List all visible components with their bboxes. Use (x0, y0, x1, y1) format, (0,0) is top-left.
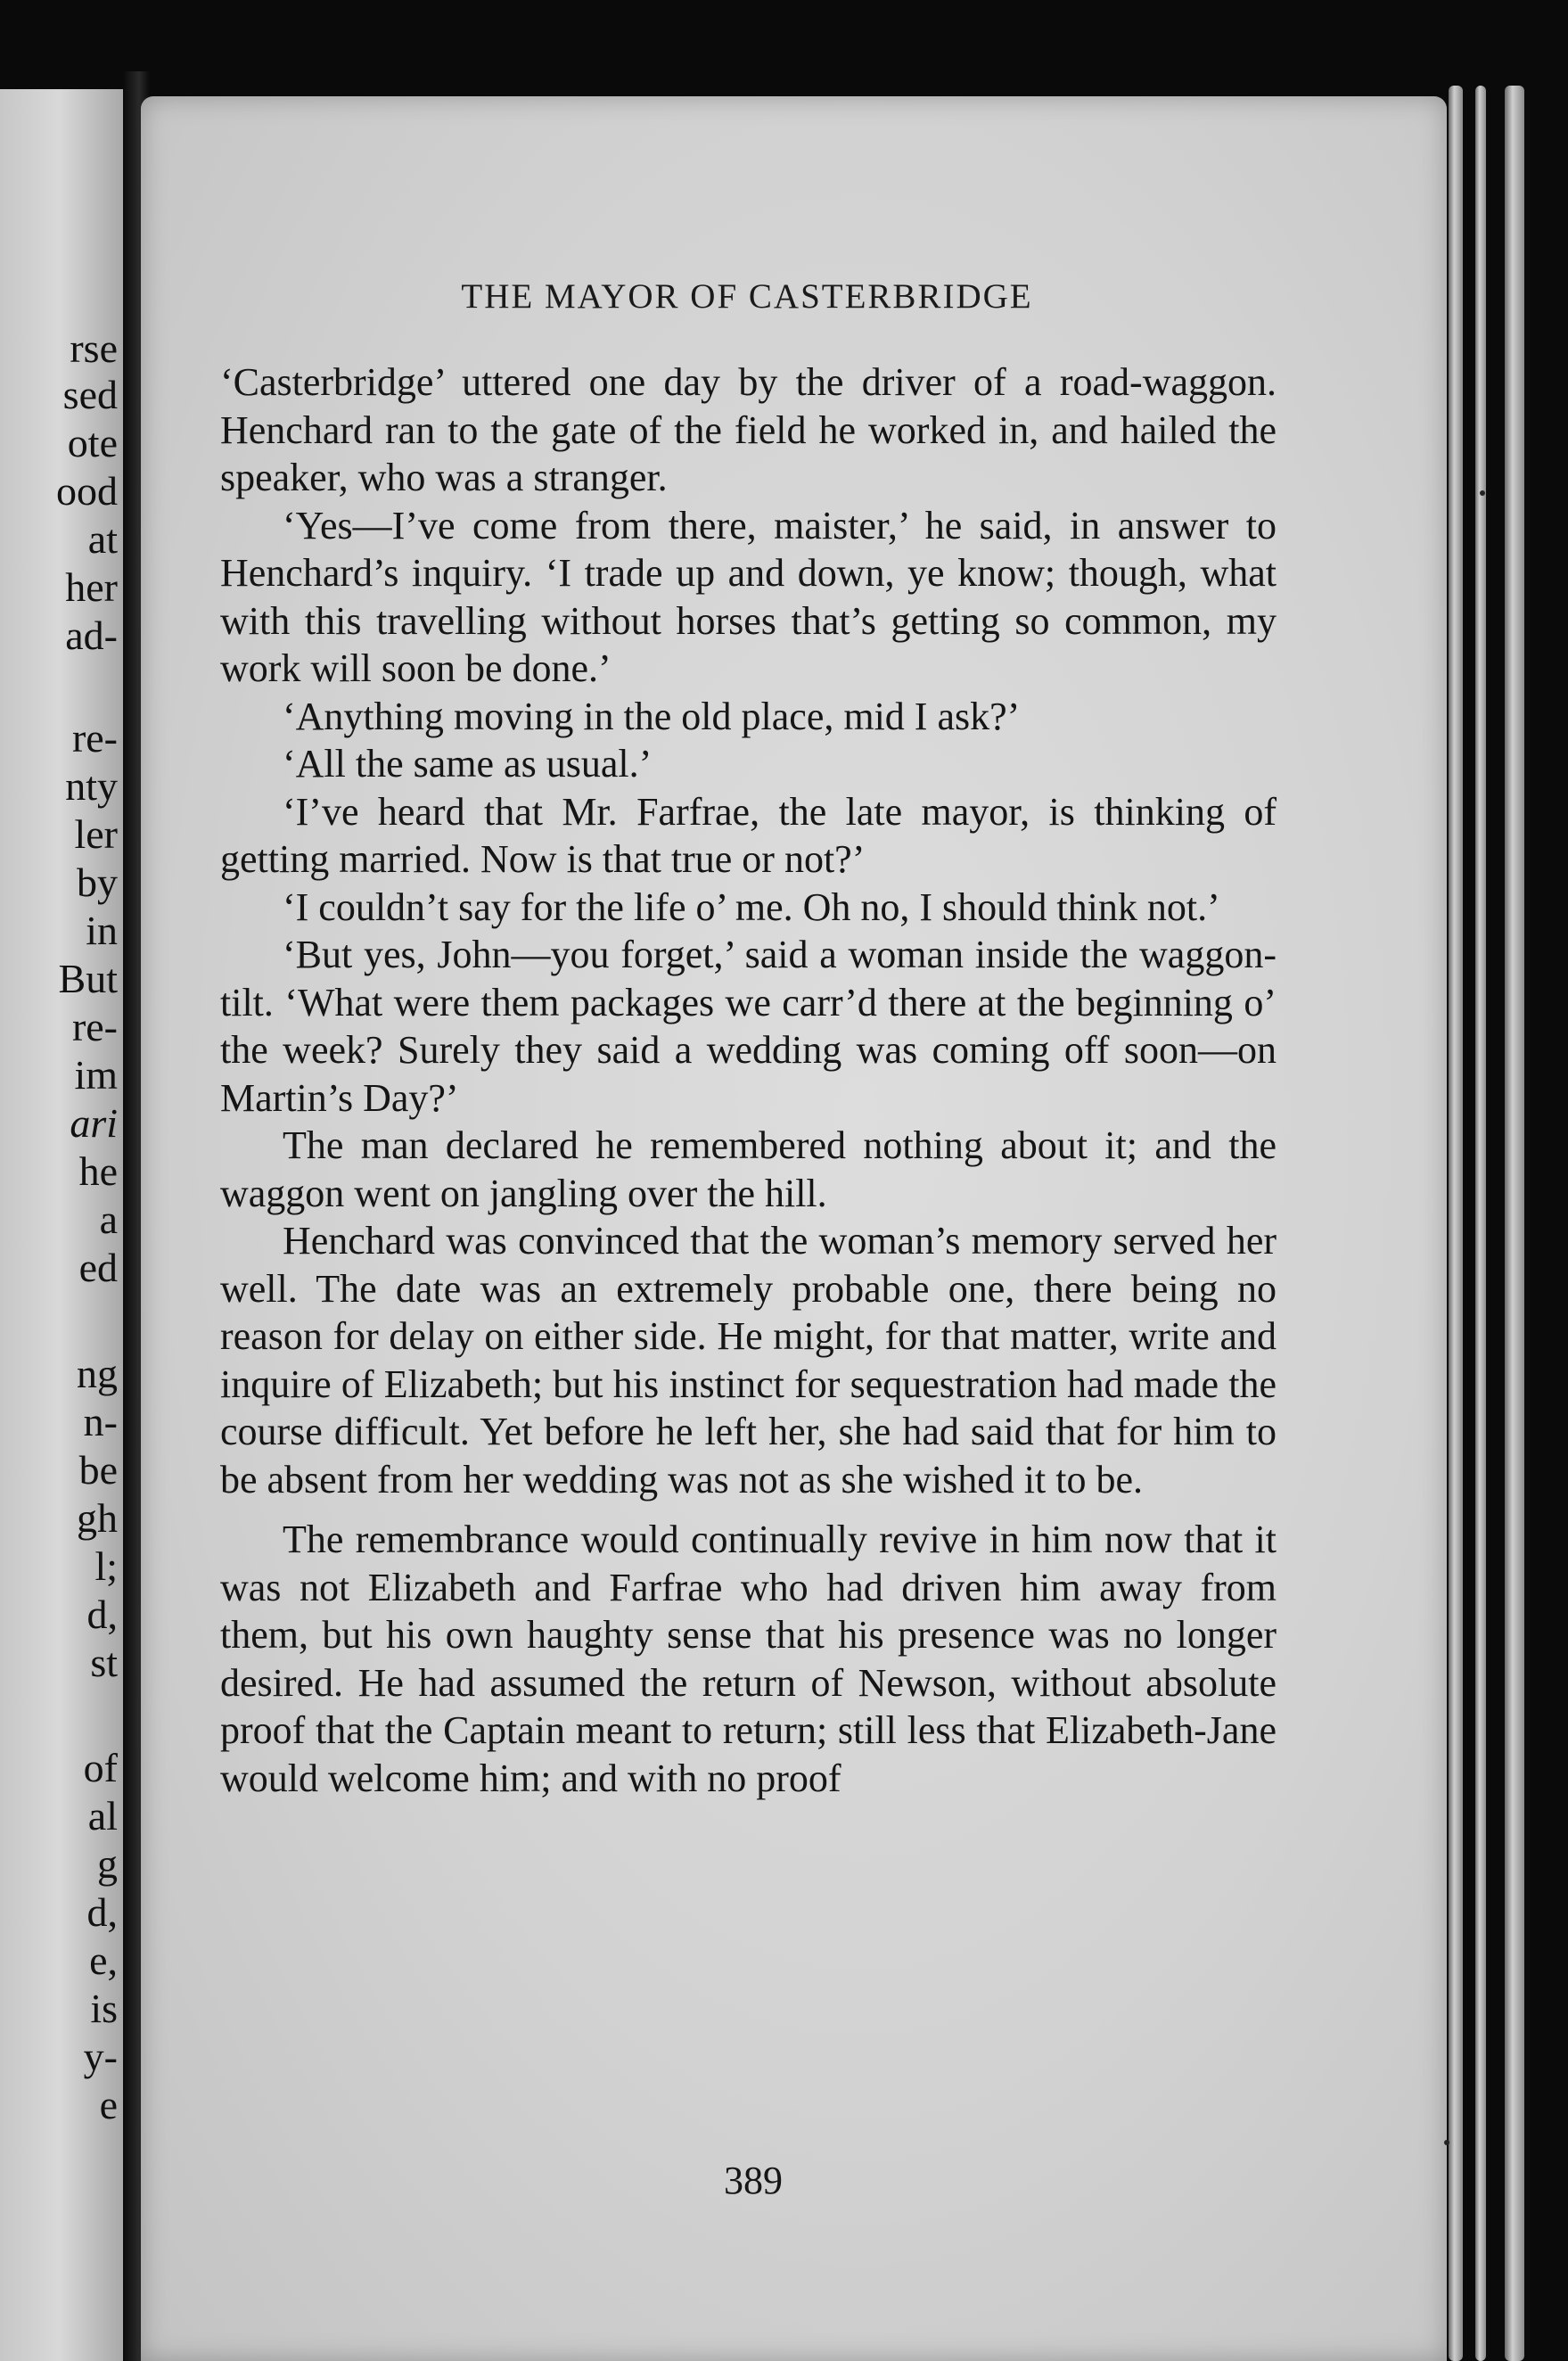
facing-page-fragment: of (83, 1745, 118, 1790)
paragraph: ‘Yes—I’ve come from there, maister,’ he said, in answer to Henchard’s inquiry. ‘I trade up and down, ye know; though, what with this travelling without horses that’s getting so common, my work will soon be done.’ (220, 503, 1277, 690)
facing-page-fragment: he (78, 1148, 118, 1194)
facing-page-fragment: al (87, 1793, 118, 1839)
paragraph: Henchard was convinced that the woman’s memory served her well. The date was an extremely probable one, there being no reason for delay on either side. He might, for that matter, write and inquire of Elizabeth; but his instinct for sequestration had made the course difficult. Yet before he left her, she had said that for him to be absent from her wedding was not as she wished it to be. (220, 1219, 1277, 1501)
facing-page-fragment: d, (86, 1889, 118, 1935)
page-number: 389 (724, 2159, 783, 2202)
page-edge (1449, 86, 1463, 2361)
facing-page-fragment: ng (77, 1351, 118, 1396)
paragraph: ‘I’ve heard that Mr. Farfrae, the late mayor, is thinking of getting married. Now is that true or not?’ (220, 789, 1277, 881)
facing-page-fragment: y- (83, 2034, 118, 2079)
facing-page-fragment: ote (67, 420, 118, 465)
facing-page-fragment: ler (74, 811, 118, 857)
facing-page-fragment: st (90, 1640, 118, 1685)
facing-page-fragment: nty (65, 763, 118, 809)
facing-page-fragment: l; (94, 1543, 118, 1589)
facing-page-fragment: sed (62, 372, 118, 417)
facing-page-fragment: But (58, 956, 118, 1001)
facing-page-fragment: d, (86, 1592, 118, 1637)
facing-page-fragment: e, (89, 1937, 118, 1983)
facing-page-fragment: ood (56, 468, 118, 514)
facing-page-fragment: a (99, 1197, 118, 1242)
facing-page-fragment: in (86, 908, 118, 953)
facing-page-fragment: ari (70, 1100, 118, 1146)
running-head: THE MAYOR OF CASTERBRIDGE (461, 277, 1033, 316)
facing-page-fragment: n- (83, 1399, 118, 1444)
paragraph: ‘All the same as usual.’ (283, 742, 653, 786)
facing-page (0, 89, 123, 2361)
facing-page-fragment: is (90, 1986, 118, 2031)
paragraph: ‘Casterbridge’ uttered one day by the driver of a road-waggon. Henchard ran to the gate of the field he worked in, and hailed the speaker, who was a stranger. (220, 360, 1277, 499)
facing-page-fragment: gh (77, 1495, 118, 1541)
page-edge (1505, 86, 1524, 2361)
page-edge (1475, 86, 1486, 2361)
body-text (220, 358, 1277, 1802)
facing-page-fragment: ed (78, 1245, 118, 1290)
margin-speck (1444, 2140, 1449, 2145)
facing-page-fragment: re- (71, 1004, 118, 1049)
facing-page-fragment: be (78, 1447, 118, 1493)
paragraph: ‘But yes, John—you forget,’ said a woman inside the waggon-tilt. ‘What were them packages we carr’d there at the beginning o’ the week? Surely they said a wedding was coming off soon—on Martin’s Day?’ (220, 933, 1277, 1120)
facing-page-fragment: at (87, 516, 118, 562)
paragraph: ‘I couldn’t say for the life o’ me. Oh no, I should think not.’ (283, 884, 1220, 929)
facing-page-fragment: e (99, 2082, 118, 2127)
facing-page-fragment: ad- (65, 613, 118, 658)
facing-page-fragment: re- (71, 715, 118, 761)
margin-speck (1480, 490, 1485, 496)
facing-page-fragment: g (97, 1841, 118, 1887)
paragraph: ‘Anything moving in the old place, mid I ask?’ (283, 694, 1021, 738)
facing-page-fragment: her (65, 564, 118, 610)
paragraph: The man declared he remembered nothing about it; and the waggon went on jangling over the hill. (220, 1123, 1277, 1215)
paragraph: The remembrance would continually revive in him now that it was not Elizabeth and Farfrae who had driven him away from them, but his own haughty sense that his presence was no longer desired. He had assumed the return of Newson, without absolute proof that the Captain meant to return; still less that Elizabeth-Jane would welcome him; and with no proof (220, 1518, 1277, 1800)
facing-page-fragment: im (74, 1052, 118, 1098)
facing-page-fragment: by (77, 860, 118, 905)
facing-page-fragment: rse (70, 325, 118, 371)
